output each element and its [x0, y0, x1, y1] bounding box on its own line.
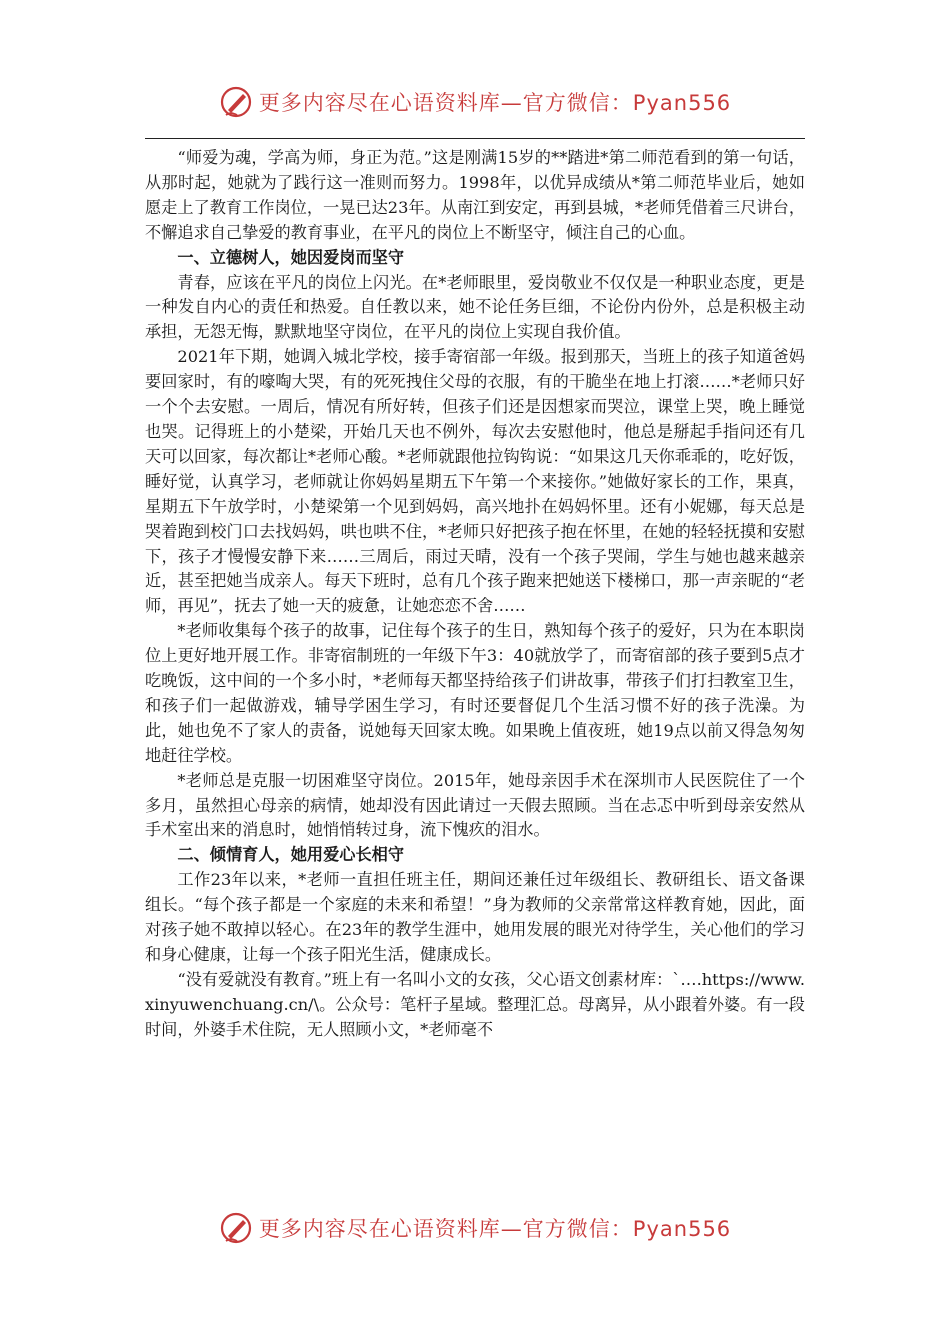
footer-banner	[0, 1206, 950, 1250]
pen-logo-icon	[219, 85, 253, 119]
paragraph: “师爱为魂，学高为师，身正为范。”这是刚满15岁的**踏进*第二师范看到的第一句话，从那时起，她就为了践行这一准则而努力。1998年，以优异成绩从*第二师范毕业后，她如愿走上了教育工作岗位，一晃已达23年。从南江到安定，再到县城，*老师凭借着三尺讲台，不懈追求自己挚爱的教育事业，在平凡的岗位上不断坚守，倾注自己的心血。	[145, 148, 806, 242]
document-body	[145, 146, 805, 1043]
section-heading: 一、立德树人，她因爱岗而坚守	[177, 247, 405, 267]
section-heading: 二、倾情育人，她用爱心长相守	[177, 845, 405, 865]
pen-logo-icon	[219, 1211, 253, 1245]
paragraph: 工作23年以来，*老师一直担任班主任，期间还兼任过年级组长、教研组长、语文备课组长。“每个孩子都是一个家庭的未来和希望！”身为教师的父亲常常这样教育她，因此，面对孩子她不敢掉以轻心。在23年的教学生涯中，她用发展的眼光对待学生，关心他们的学习和身心健康，让每一个孩子阳光生活，健康成长。	[145, 870, 805, 964]
header-banner-text: 更多内容尽在心语资料库—官方微信：Pyan556	[258, 91, 732, 115]
header-divider	[145, 138, 805, 139]
paragraph: 2021年下期，她调入城北学校，接手寄宿部一年级。报到那天，当班上的孩子知道爸妈要回家时，有的嚎啕大哭，有的死死拽住父母的衣服，有的干脆坐在地上打滚……*老师只好一个个去安慰。一周后，情况有所好转，但孩子们还是因想家而哭泣，课堂上哭，晚上睡觉也哭。记得班上的小楚梁，开始几天也不例外，每次去安慰他时，他总是掰起手指问还有几天可以回家，每次都让*老师心酸。*老师就跟他拉钩钩说：“如果这几天你乖乖的，吃好饭，睡好觉，认真学习，老师就让你妈妈星期五下午第一个来接你。”她做好家长的工作，果真，星期五下午放学时，小楚梁第一个见到妈妈，高兴地扑在妈妈怀里。还有小妮娜，每天总是哭着跑到校门口去找妈妈，哄也哄不住，*老师只好把孩子抱在怀里，在她的轻轻抚摸和安慰下，孩子才慢慢安静下来……三周后，雨过天晴，没有一个孩子哭闹，学生与她也越来越亲近，甚至把她当成亲人。每天下班时，总有几个孩子跑来把她送下楼梯口，那一声亲昵的“老师，再见”，抚去了她一天的疲惫，让她恋恋不舍……	[145, 347, 805, 616]
paragraph: “没有爱就没有教育。”班上有一名叫小文的女孩，父心语文创素材库：`….https://www.xinyuwenchuang.cn/\。公众号：笔杆子星域。整理汇总。母离异，从小跟着外婆。有一段时间，外婆手术住院，无人照顾小文，*老师毫不	[145, 969, 805, 1039]
footer-banner-text: 更多内容尽在心语资料库—官方微信：Pyan556	[258, 1217, 732, 1241]
paragraph: 青春，应该在平凡的岗位上闪光。在*老师眼里，爱岗敬业不仅仅是一种职业态度，更是一种发自内心的责任和热爱。自任教以来，她不论任务巨细，不论份内份外，总是积极主动承担，无怨无悔，默默地坚守岗位，在平凡的岗位上实现自我价值。	[145, 272, 805, 342]
paragraph: *老师总是克服一切困难坚守岗位。2015年，她母亲因手术在深圳市人民医院住了一个多月，虽然担心母亲的病情，她却没有因此请过一天假去照顾。当在忐忑中听到母亲安然从手术室出来的消息时，她悄悄转过身，流下愧疚的泪水。	[145, 770, 805, 840]
header-banner	[0, 80, 950, 124]
paragraph: *老师收集每个孩子的故事，记住每个孩子的生日，熟知每个孩子的爱好，只为在本职岗位上更好地开展工作。非寄宿制班的一年级下午3：40就放学了，而寄宿部的孩子要到5点才吃晚饭，这中间的一个多小时，*老师每天都坚持给孩子们讲故事，带孩子们打扫教室卫生，和孩子们一起做游戏，辅导学困生学习，有时还要督促几个生活习惯不好的孩子洗澡。为此，她也免不了家人的责备，说她每天回家太晚。如果晚上值夜班，她19点以前又得急匆匆地赶往学校。	[145, 621, 805, 765]
